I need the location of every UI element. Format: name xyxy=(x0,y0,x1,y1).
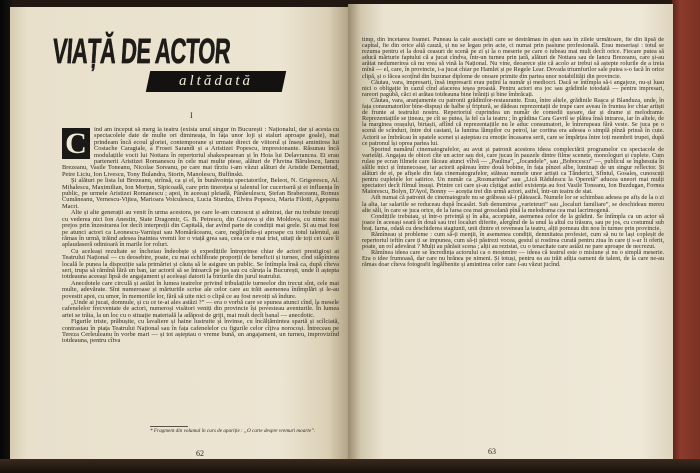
paragraph: timp, din încetarea foamei. Puneau la cale asociații care se destrămau în ajun sau în zilele următoare, fie din lipsă de capital, fie din orice altă cauză, și nu se legau prin acte, ci numai prin pasiune profesională. Erau meseriași : totul se rezuma pentru ei la două ceasuri de scenă pe zi și la o meserie pe care o iubeau mai mult decît orice. Fiecare putea să aducă mărturie faptului că a jucat cîndva, într-un turneu prin țară, alături de Nottara sau de Iancu Brezeanu, care și-au arătat nedumerirea că nu vrea să vină la Național. Nu vine, deoarece știe că acolo ar trebui să aștepte rolurile de a treia mînă — el, care, în provincie, i-a jucat chiar pe Hamlet și pe Regele Lear. Dovada triumfurilor sale putea s-o facă în orice clipă, și o făcea scoțînd din buzunar diplome de onoare primite din partea unor notabilități din provincie. xyxy=(362,37,664,80)
paragraph: Anecdotele care circulă și astăzi în lumea teatrelor privind tribulațiile turneelor din trecut sînt, cele mai multe, adevărate. Sînt numeroase și mărturiile scrise ale celor care au trăit asemenea întîmplări și le-au povestit apoi, cu umor, în memoriile lor, fără să uite nici o clipă ce au fost nevoiți să îndure. xyxy=(62,279,339,300)
paragraph: Cu aceleași rezultate se încheiau îndeobște și expedițiile întreprinse chiar de actori prestigioși ai Teatrului Național — cu deosebire, poate, cu mai echilibrate proporții de beneficii și turnee, cînd stăpînirea locală le punea la dispoziție sala primăriei și căuta să le asigure un public. Se întîmpla însă ca, după cîteva seri, trupa să rămînă fără un ban, iar actorii să se întoarcă pe jos sau cu căruța la București, unde îi aștepta totdeauna aceeași lipsă de angajament și aceleași datorii la birturile din jurul teatrului. xyxy=(62,247,339,281)
paragraph: înd am început să merg la teatru (exista unul singur în București : Naționalul, dar și acesta cu spectacolele date de multe ori dimineața, în fața unor loji și staluri aproape goale), mai prindeam încă ecoul gloriei, contemporane și urmate direct de viitorul și înseși amintirea lui Costache Caragiale, a Frosei Sarandi și a Aristizei Popescu, impresionante. Răsunau încă modulațiile vocii lui Nottara în repertoriul shakespearean și în Hoia lui Delavrancea. Ei erau partenerii Aristizei Romanescu în cele mai multe piese, alături de Fluvina Bărulescu, Iancu Brezeanu, Vasile Toneanu, Nicolae Soreanu, pe care mai tîrziu i-am văzut alături de Aristide Demetriad, Petre Liciu, Ion Livescu, Tony Bulandra, Storin, Manolescu, Bulfinski. xyxy=(62,127,339,178)
paragraph: Alte și alte generații au venit în urma acestora, pe care le-am cunoscut și admirat, dar nu trebuie trecuți cu vederea nici Ion Anestin, State Dragomir, G. B. Petrescu, din Craiova și din Moldova, cu nimic mai prejos prin înzestrarea lor decît interpreții din Capitală, dar avînd parte de condiții mai grele. Și au mai fost pe atunci actori ca Leonescu-Varnișui sau Momărăceanu, care, neglijîndu-și aproape cu totul talentul, au rămas în urmă, trăind adesea înaintea vremii lor o viață grea sau, ceea ce e mai trist, uitați de toți cei care îi aplaudaseră odinioară în marile lor roluri. xyxy=(62,209,339,249)
paragraph: „Unde ai jucat, domnule, și cu ce te-ai ales astăzi ?” — era o vorbă care se spunea atunci cînd, la mesele cafenelelor frecventate de actori, numeroși visători veniți din provincie își povesteau aventurile. În lumea artei se trăia, la un loc cu o situație materială la adăpost de griji, mai mult decît banal — anecdotic. xyxy=(62,298,339,319)
right-text-column xyxy=(362,37,664,442)
paragraph: Figurile triste, prăbușite, cu lavaliere și haine lustruite și învinse, cu încălțămintea spartă și scîlciată, contrastau în piața Teatrului Național sau în fața cafenelelor cu figurile celor cîțiva norocoși. Întreceau pe Tereza Cerleuleanu în vorbe mari — și tot așteptau o vreme bună, un angajament, un turneu, improvizînd totdeauna, pentru cîtva xyxy=(62,318,339,345)
subtitle-banner xyxy=(146,71,286,92)
article-title: VIAȚĂ DE ACTOR xyxy=(51,31,232,71)
drop-cap: C xyxy=(62,128,90,159)
book-cover-right xyxy=(672,0,700,473)
paragraph: Sporind numărul cinematografelor, au avut și patronii acestora ideea complectării programelor cu spectacole de varietăți. Angajau de obicei cîte un actor sau doi, care jucau în pauzele dintre filme scenete, monologuri și cuplete. Cum rulau pe ecran filmele care făceau atunci vîlvă — „Paulina”, „Jocandele”, sau „Bobocescu” —, publicul se înghesuia în sălile mici și întunecoase, iar actorii apăreau între două bobine, în fața pînzei albe, luminați de un singur reflector. Și alături de ei, pe afișele din fața cinematografelor, stăteau numele unor artiști ca Tănderici, Sfîntul, Gosaleș, cunoscuți pentru cupletele lor satirice. Un număr ca „Rosmarinka” sau „Lică Rădulescu la Operetă” aducea uneori mai mulți spectatori decît filmul însuși. Printre cei care și-au cîștigat astfel existența au fost Vasile Toneanu, Ion Buzdugan, Fornea Maiorescu, Bolyn, D'Ayol, Bonny — aceștia trei din urmă actori, astfel, într-un teatru de stat. xyxy=(362,145,664,196)
paragraph: Rămînea ideea care se încredința actorului ca o moștenire — ideea că teatrul este o misiune și nu o simplă meserie. Era o idee frumoasă, dar care nu hrănea pe nimeni. Și totuși, pentru ea au trăit atîția oameni de talent, de la care ne-au rămas doar cîteva fotografii îngălbenite și amintirea celor care i-au văzut jucînd. xyxy=(362,249,664,269)
paragraph: Căutau, vara, impresarii, însă impresarii erau puțini la număr și mediocri. Dacă se întîmpla să-i angajeze, nu-și luau nici o obligație în cazul cînd afacerea ieșea proastă. Pentru actori era joc sau grădinile totodată — pentru impresari, rareori pagubă, căci ei arătau totdeauna bine hrăniți și bine îmbrăcați. xyxy=(362,78,664,98)
book-bottom-edge xyxy=(0,459,700,473)
page-number-right: 63 xyxy=(488,447,496,456)
paragraph: Condițiile trebuiau, și într-o privință și în alta, acceptate, asemenea celor de la grădini. Se întîmpla ca un actor să joace în aceeași seară în două sau trei localuri diferite, alergînd de la unul la altul cu trăsura, sau pe jos, cu costumul sub braț. Iarna, odată cu deschiderea stagiunii, unii dintre ei reveneau la teatru, alții porneau din nou în turnee prin provincie. xyxy=(362,212,664,232)
right-page xyxy=(348,4,673,459)
paragraph: Atît numai că patronii de cinematografe nu se grăbeau să-i plătească. Numele lor se schimbau adesea pe afiș de la o zi la alta, iar salariile se reduceau după încasări. Sub denumirea „varieteuri” sau „localuri familiare”, se deschideau mereu alte săli, în care se juca orice, de la farsa cea mai grosolană pînă la melodrama cea mai lacrimogenă. xyxy=(362,194,664,214)
paragraph: Rămîneau și probleme : cum să-ți menții, în asemenea condiții, demnitatea profesiei, cum să nu te lași copleșit de repertoriul ieftin care ți se impunea, cum să-ți păstrezi vocea, gestul și rostirea curată pentru ziua în care ți s-ar fi oferit, poate, un rol adevărat ? Mulți au părăsit scena ; alții au rezistat, cu o tenacitate care astăzi ne pare aproape de necrezut. xyxy=(362,231,664,251)
footnote-rule xyxy=(150,426,188,427)
footnote: * Fragment din volumul în curs de apariție : „O carte despre vremuri moarte”. xyxy=(150,428,316,434)
paragraph: Căutau, vara, aranjamente cu patronii grădinilor-restaurante. Erau, între altele, grădinile Rașca și Blanduza, unde, în fața consumatorilor bine-dispuși de halbe și friptură, se dădeau reprezentații de trupe care aveau în fruntea lor chiar artiști de frunte ai teatrului nostru. Repertoriul cuprindea un număr de comedii ușoare, dar și drame și melodrame. Reprezentațiile se țineau, pe cît se putea, la fel ca la teatru ; în grădina Cara Gavril se plătea însă intrarea, iar în altele, de la marginea orașului, birtașii, aflînd că reprezentațiile nu le aduc consumatori, le întrerupeau fără veste. Se juca pe o scenă de scînduri, între doi castani, la lumina lămpilor cu petrol, iar cortina era adesea o simplă pînză prinsă în cuie. Actorii se îmbrăcau în spatele scenei și așteptau cu emoție încasarea serii, care se împărțea între toți membrii trupei, după ce patronul își oprea partea lui. xyxy=(362,96,664,147)
left-page xyxy=(10,7,348,459)
section-number: I xyxy=(190,111,193,120)
page-number-left: 62 xyxy=(196,449,204,458)
article-subtitle: altădată xyxy=(178,73,253,89)
paragraph: Și alături pe lista lui Brezeanu, strînsă, ca și el, în bunăvoința spectatorilor, Beleot, N. Grigorescu, Al. Mihalescu, Maximilian, Ion Morțun, Sipicoadă, care prin tinerețea și talentul lor cuceriseră și ei influența în public, pe urmele Aristizei Romanescu ; apoi, în aceeași pleiadă, Pânăeulescu, Ștefan Brabeceanu, Romus Cumăneanu, Vernescu-Vijtea, Marioara Voiculescu, Lucia Sturdza, Elvira Popescu, Maria Filotti, Agepsina Macri. xyxy=(62,177,339,210)
left-text-column xyxy=(62,127,339,425)
